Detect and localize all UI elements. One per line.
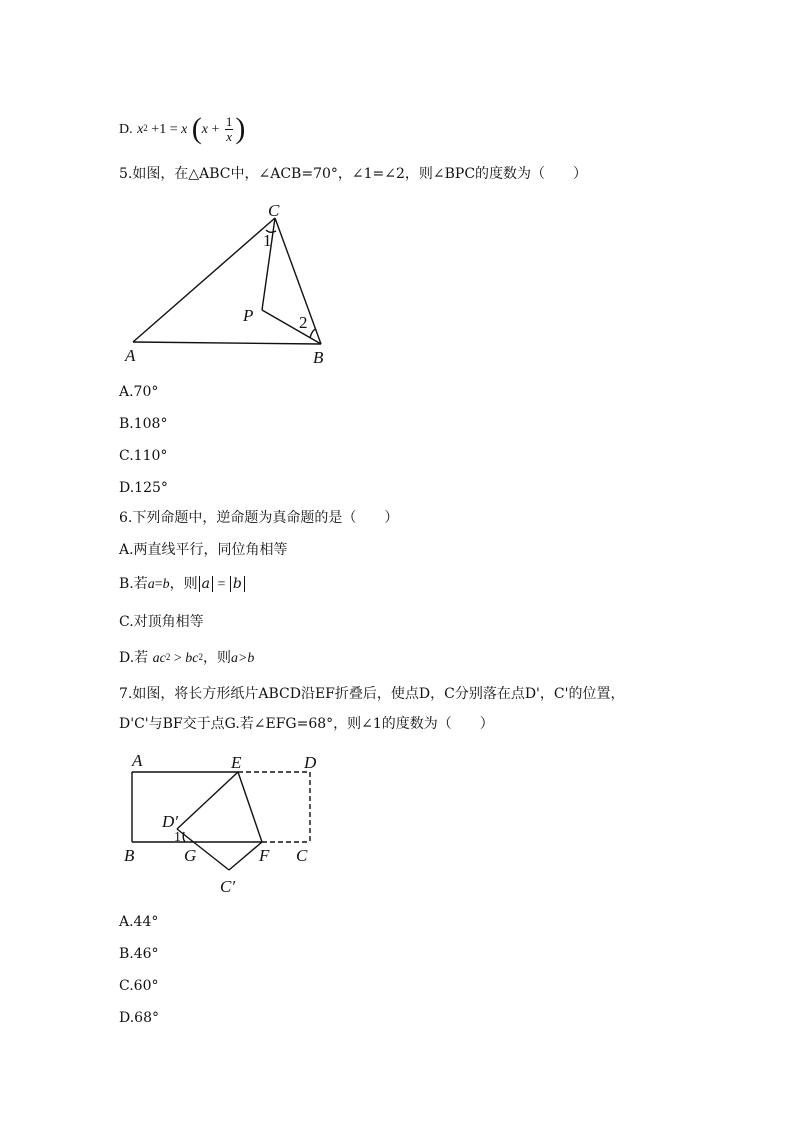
q5-side-bc	[275, 218, 321, 344]
q7-angle-1-arc	[183, 832, 185, 842]
q5-label-c: C	[268, 201, 280, 220]
q5-label-a: A	[125, 346, 136, 365]
q6-abs-b: b	[230, 576, 245, 592]
q6-stem: 6.下列命题中，逆命题为真命题的是（ ）	[119, 510, 399, 526]
q4-option-d-inner-plus: +	[207, 122, 223, 137]
q7-fold-line-ef	[238, 772, 262, 842]
q4-right-paren: )	[235, 112, 246, 145]
q5-side-ab	[133, 342, 321, 344]
q5-stem: 5.如图，在△ABC中，∠ACB=70°，∠1=∠2，则∠BPC的度数为（ ）	[119, 166, 588, 182]
q6-option-b-a: a	[147, 577, 155, 592]
q5-option-c: C.110°	[119, 448, 168, 464]
q6-abs-eq: =	[214, 577, 229, 592]
q6-option-b-b: b	[162, 577, 170, 592]
q6-option-d-prefix: D.若	[119, 650, 153, 666]
q4-left-paren: (	[191, 112, 202, 145]
q4-option-d-lhs-rest: +1 =	[147, 122, 182, 137]
q7-label-a: A	[132, 751, 143, 770]
q6-abs-a: a	[199, 576, 213, 592]
q4-fraction	[225, 115, 234, 144]
q7-folded-edge-ed	[177, 772, 238, 829]
q4-option-d-rhs-x: x	[181, 122, 188, 137]
q6-option-d-conclusion: a>b	[230, 651, 255, 666]
q4-option-d	[119, 112, 245, 146]
q6-option-d-lhs: ac	[152, 651, 166, 666]
q5-triangle-svg	[120, 196, 340, 371]
q5-option-b: B.108°	[119, 416, 168, 432]
q5-angle-2-arc	[310, 329, 316, 338]
q7-label-b: B	[124, 846, 135, 865]
q7-stem-line2: D'C'与BF交于点G.若∠EFG=68°，则∠1的度数为（ ）	[119, 716, 494, 732]
q6-option-b-eq: =	[154, 577, 163, 592]
q4-fraction-denominator: x	[226, 128, 233, 144]
q5-triangle-figure	[120, 196, 340, 371]
q4-fraction-numerator: 1	[225, 113, 233, 129]
q7-label-1: 1	[174, 830, 181, 845]
q5-option-d: D.125°	[119, 480, 168, 496]
q6-option-d-lhs-exp: 2	[165, 652, 171, 662]
q6-option-c: C.对顶角相等	[119, 614, 204, 630]
q6-option-d-rhs: bc	[185, 651, 199, 666]
q5-label-1: 1	[263, 231, 272, 250]
q7-folded-edge-cf	[229, 842, 262, 870]
q7-option-c: C.60°	[119, 978, 159, 994]
q4-option-d-inner-x: x	[201, 122, 208, 137]
q6-option-b-prefix: B.若	[119, 576, 148, 592]
q4-option-d-lhs-exp: 2	[143, 123, 148, 133]
q6-option-d-mid: ，则	[202, 650, 231, 666]
q7-label-f: F	[259, 846, 270, 865]
q7-option-a: A.44°	[119, 914, 159, 930]
q7-label-c: C	[296, 846, 308, 865]
q7-label-g: G	[184, 846, 197, 865]
q7-fold-figure	[118, 748, 338, 900]
q5-option-a: A.70°	[119, 384, 159, 400]
q7-label-c-prime: C′	[220, 877, 236, 896]
q7-label-e: E	[231, 753, 242, 772]
q5-side-ac	[133, 218, 275, 342]
q5-label-p: P	[243, 306, 254, 325]
q6-option-a: A.两直线平行，同位角相等	[119, 542, 288, 558]
q7-option-d: D.68°	[119, 1010, 159, 1026]
q6-option-d	[119, 648, 254, 669]
q7-label-d-prime: D′	[162, 812, 178, 831]
q7-option-b: B.46°	[119, 946, 159, 962]
q5-label-b: B	[313, 348, 324, 367]
q6-option-b	[119, 574, 246, 595]
q4-option-d-label: D.	[119, 122, 133, 137]
q4-option-d-lhs-x: x	[137, 122, 144, 137]
q6-option-d-rhs-exp: 2	[198, 652, 203, 662]
q6-option-d-gt: >	[170, 651, 186, 666]
q7-stem-line1: 7.如图，将长方形纸片ABCD沿EF折叠后，使点D，C分别落在点D'，C'的位置，	[119, 686, 625, 702]
q5-label-2: 2	[299, 313, 308, 332]
q7-fold-svg	[118, 748, 338, 900]
q5-segment-pb	[262, 310, 321, 344]
q6-option-b-mid: ，则	[169, 576, 198, 592]
q7-label-d: D	[304, 753, 317, 772]
